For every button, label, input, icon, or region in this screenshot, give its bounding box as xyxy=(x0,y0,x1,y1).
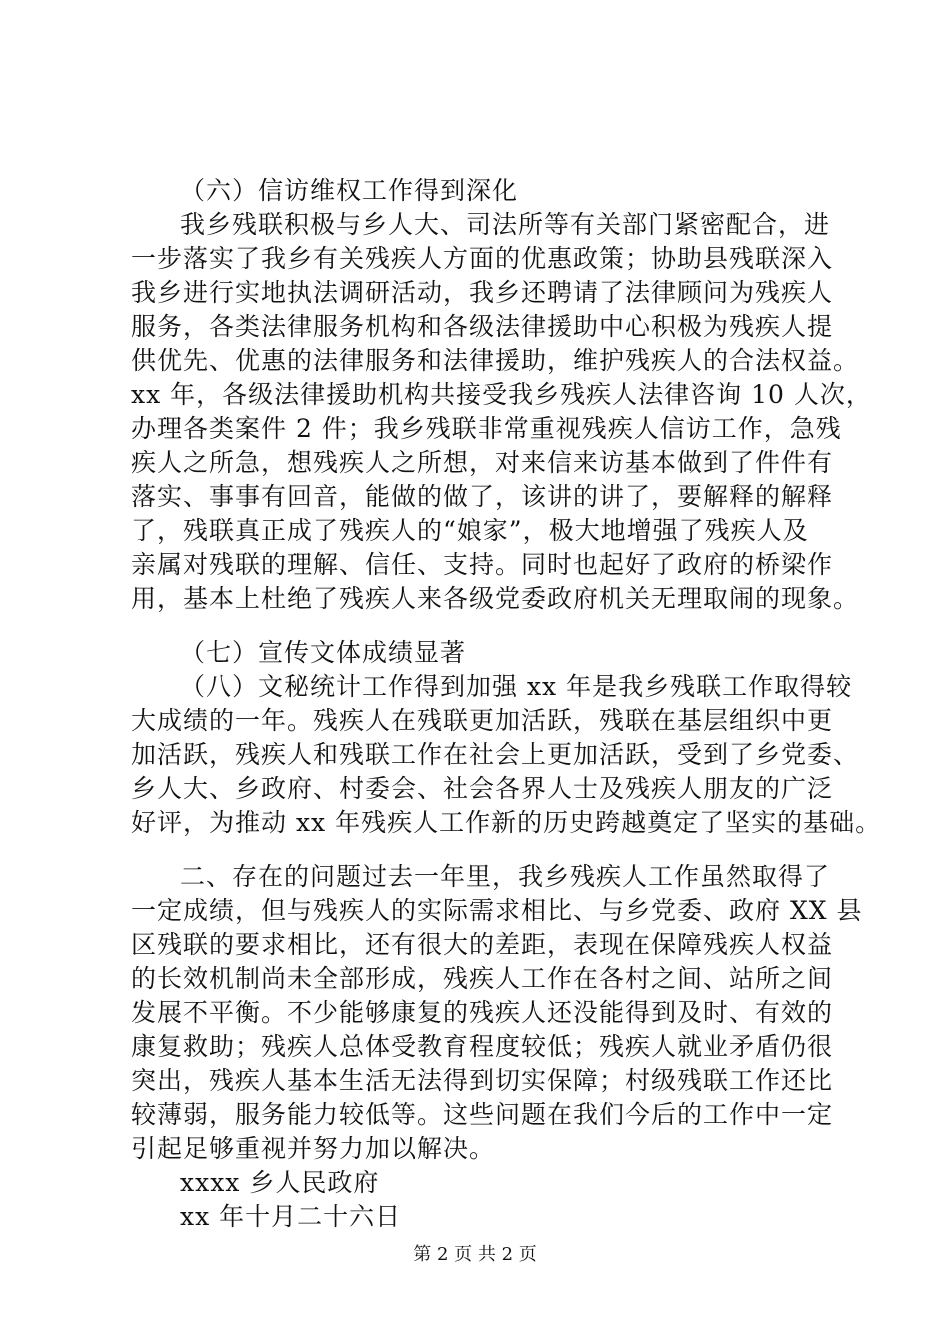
paragraph-line: 加活跃，残疾人和残联工作在社会上更加活跃，受到了乡党委、 xyxy=(131,740,860,769)
paragraph-line: 用，基本上杜绝了残疾人来各级党委政府机关无理取闹的现象。 xyxy=(131,584,860,613)
paragraph-line: 我乡进行实地执法调研活动，我乡还聘请了法律顾问为残疾人 xyxy=(131,278,834,307)
paragraph-line: 区残联的要求相比，还有很大的差距，表现在保障残疾人权益 xyxy=(131,930,834,959)
section-problems-heading: 二、存在的问题过去一年里，我乡残疾人工作虽然取得了 xyxy=(180,862,831,891)
paragraph-line: 供优先、优惠的法律服务和法律援助，维护残疾人的合法权益。 xyxy=(131,346,860,375)
paragraph-line: 一定成绩，但与残疾人的实际需求相比、与乡党委、政府 XX 县 xyxy=(131,896,863,925)
paragraph-line: 较薄弱，服务能力较低等。这些问题在我们今后的工作中一定 xyxy=(131,1100,834,1129)
paragraph-line: 办理各类案件 2 件；我乡残联非常重视残疾人信访工作，急残 xyxy=(131,414,842,443)
section-7-heading: （七）宣传文体成绩显著 xyxy=(180,638,467,667)
paragraph-line: 乡人大、乡政府、村委会、社会各界人士及残疾人朋友的广泛 xyxy=(131,774,834,803)
paragraph-line: 了，残联真正成了残疾人的“娘家”，极大地增强了残疾人及 xyxy=(131,516,809,545)
page-footer: 第 2 页 共 2 页 xyxy=(413,1244,537,1265)
paragraph-line: 疾人之所急，想残疾人之所想，对来信来访基本做到了件件有 xyxy=(131,448,834,477)
paragraph-line: 服务，各类法律服务机构和各级法律援助中心积极为残疾人提 xyxy=(131,312,834,341)
paragraph-line: 亲属对残联的理解、信任、支持。同时也起好了政府的桥梁作 xyxy=(131,550,834,579)
paragraph-line: 发展不平衡。不少能够康复的残疾人还没能得到及时、有效的 xyxy=(131,998,834,1027)
section-6-heading: （六）信访维权工作得到深化 xyxy=(180,176,519,205)
paragraph-line: 引起足够重视并努力加以解决。 xyxy=(131,1134,496,1163)
paragraph-line: 我乡残联积极与乡人大、司法所等有关部门紧密配合，进 xyxy=(180,210,831,239)
paragraph-line: 的长效机制尚未全部形成，残疾人工作在各村之间、站所之间 xyxy=(131,964,834,993)
paragraph-line: 一步落实了我乡有关残疾人方面的优惠政策；协助县残联深入 xyxy=(131,244,834,273)
paragraph-line: 好评，为推动 xx 年残疾人工作新的历史跨越奠定了坚实的基础。 xyxy=(131,808,882,837)
paragraph-line: 落实、事事有回音，能做的做了，该讲的讲了，要解释的解释 xyxy=(131,482,834,511)
paragraph-line: xx 年，各级法律援助机构共接受我乡残疾人法律咨询 10 人次， xyxy=(131,380,872,409)
paragraph-line: （八）文秘统计工作得到加强 xx 年是我乡残联工作取得较 xyxy=(180,672,853,701)
paragraph-line: 康复救助；残疾人总体受教育程度较低；残疾人就业矛盾仍很 xyxy=(131,1032,834,1061)
signature-date: xx 年十月二十六日 xyxy=(180,1202,402,1231)
signature-org: xxxx 乡人民政府 xyxy=(180,1168,380,1197)
paragraph-line: 大成绩的一年。残疾人在残联更加活跃，残联在基层组织中更 xyxy=(131,706,834,735)
paragraph-line: 突出，残疾人基本生活无法得到切实保障；村级残联工作还比 xyxy=(131,1066,834,1095)
